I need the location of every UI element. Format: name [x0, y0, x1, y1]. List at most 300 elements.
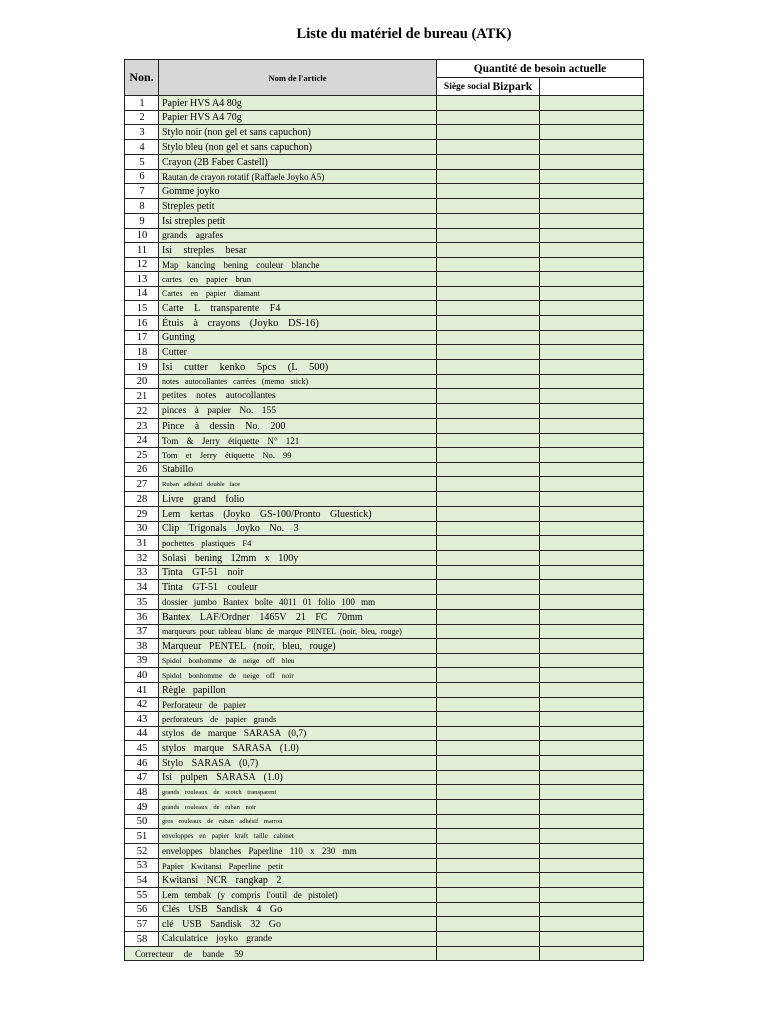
table-row — [124, 522, 644, 536]
row-quantity-cell — [436, 345, 540, 360]
row-number: 36 — [124, 610, 159, 625]
table-row — [124, 375, 644, 389]
row-empty-cell — [539, 287, 644, 301]
table-row — [124, 419, 644, 434]
row-quantity-cell — [436, 258, 540, 272]
row-item-name: cartes en papier brun — [158, 272, 437, 287]
row-empty-cell — [539, 463, 644, 477]
table-row — [124, 331, 644, 345]
row-empty-cell — [539, 140, 644, 155]
row-empty-cell — [539, 683, 644, 698]
row-item-name: Gomme joyko — [158, 184, 437, 199]
row-empty-cell — [539, 815, 644, 829]
table-row — [124, 448, 644, 463]
row-number: 8 — [124, 199, 159, 214]
row-number: 52 — [124, 844, 159, 859]
row-quantity-cell — [436, 639, 540, 654]
row-empty-cell — [539, 947, 644, 961]
row-quantity-cell — [436, 698, 540, 712]
row-number: 3 — [124, 125, 159, 140]
table-row — [124, 272, 644, 287]
row-number: 39 — [124, 654, 159, 668]
row-quantity-cell — [436, 536, 540, 551]
row-item-name: enveloppes blanches Paperline 110 x 230 mm — [158, 844, 437, 859]
row-item-name: Étuis à crayons (Joyko DS-16) — [158, 316, 437, 331]
row-empty-cell — [539, 434, 644, 448]
row-empty-cell — [539, 536, 644, 551]
row-quantity-cell — [436, 566, 540, 580]
row-number: 24 — [124, 434, 159, 448]
table-row — [124, 888, 644, 903]
row-empty-cell — [539, 522, 644, 536]
row-empty-cell — [539, 477, 644, 492]
row-number: 23 — [124, 419, 159, 434]
row-item-name: grands rouleaux de scotch transparent — [158, 785, 437, 800]
row-quantity-cell — [436, 360, 540, 375]
table-row — [124, 639, 644, 654]
table-row — [124, 345, 644, 360]
row-empty-cell — [539, 595, 644, 610]
row-quantity-cell — [436, 111, 540, 125]
row-quantity-cell — [436, 947, 540, 961]
row-quantity-cell — [436, 610, 540, 625]
row-empty-cell — [539, 301, 644, 316]
row-number: 45 — [124, 741, 159, 756]
row-number: 22 — [124, 404, 159, 419]
table-row — [124, 301, 644, 316]
row-number: 27 — [124, 477, 159, 492]
row-item-name: Rautan de crayon rotatif (Raffaele Joyko A5) — [158, 170, 437, 184]
row-item-name: Marqueur PENTEL (noir, bleu, rouge) — [158, 639, 437, 654]
row-quantity-cell — [436, 580, 540, 595]
table-row — [124, 844, 644, 859]
row-item-name: Clés USB Sandisk 4 Go — [158, 903, 437, 917]
row-item-name: Papier Kwitansi Paperline petit — [158, 859, 437, 873]
row-item-name: pochettes plastiques F4 — [158, 536, 437, 551]
row-empty-cell — [539, 492, 644, 507]
row-empty-cell — [539, 389, 644, 404]
row-item-name: Stylo noir (non gel et sans capuchon) — [158, 125, 437, 140]
row-quantity-cell — [436, 829, 540, 844]
row-empty-cell — [539, 829, 644, 844]
row-number: 16 — [124, 316, 159, 331]
table-row — [124, 214, 644, 229]
row-number: 15 — [124, 301, 159, 316]
row-item-name: Stylo bleu (non gel et sans capuchon) — [158, 140, 437, 155]
row-number: 1 — [124, 96, 159, 111]
document-title: Liste du matériel de bureau (ATK) — [296, 26, 512, 42]
row-number: 13 — [124, 272, 159, 287]
row-quantity-cell — [436, 917, 540, 932]
row-item-name: grands rouleaux de ruban noir — [158, 800, 437, 815]
row-quantity-cell — [436, 199, 540, 214]
row-quantity-cell — [436, 140, 540, 155]
row-item-name: Lem kertas (Joyko GS-100/Pronto Gluestick) — [158, 507, 437, 522]
row-item-name: Isi streples petit — [158, 214, 437, 229]
table-row — [124, 815, 644, 829]
row-number: 43 — [124, 712, 159, 727]
table-row — [124, 741, 644, 756]
row-quantity-cell — [436, 170, 540, 184]
row-number: 57 — [124, 917, 159, 932]
row-item-name: clé USB Sandisk 32 Go — [158, 917, 437, 932]
table-row — [124, 903, 644, 917]
row-empty-cell — [539, 184, 644, 199]
table-row — [124, 140, 644, 155]
header-quantity: Quantité de besoin actuelle — [436, 59, 644, 78]
row-empty-cell — [539, 345, 644, 360]
row-number: 58 — [124, 932, 159, 947]
row-number: 41 — [124, 683, 159, 698]
row-empty-cell — [539, 698, 644, 712]
row-quantity-cell — [436, 229, 540, 243]
row-empty-cell — [539, 199, 644, 214]
row-number: 53 — [124, 859, 159, 873]
row-item-name: Tom & Jerry étiquette N° 121 — [158, 434, 437, 448]
row-number: 38 — [124, 639, 159, 654]
row-item-name: Tom et Jerry étiquette No. 99 — [158, 448, 437, 463]
row-number: 18 — [124, 345, 159, 360]
row-quantity-cell — [436, 375, 540, 389]
row-item-name: Streples petit — [158, 199, 437, 214]
row-number: 49 — [124, 800, 159, 815]
row-number: 48 — [124, 785, 159, 800]
table-row — [124, 625, 644, 639]
table-row — [124, 389, 644, 404]
row-item-name: Crayon (2B Faber Castell) — [158, 155, 437, 170]
row-empty-cell — [539, 932, 644, 947]
row-quantity-cell — [436, 434, 540, 448]
row-number: 14 — [124, 287, 159, 301]
row-empty-cell — [539, 903, 644, 917]
row-empty-cell — [539, 625, 644, 639]
table-row — [124, 800, 644, 815]
table-row — [124, 727, 644, 741]
row-number: 55 — [124, 888, 159, 903]
row-quantity-cell — [436, 771, 540, 785]
table-row — [124, 595, 644, 610]
row-empty-cell — [539, 155, 644, 170]
row-item-name: Carte L transparente F4 — [158, 301, 437, 316]
row-empty-cell — [539, 448, 644, 463]
row-number: 30 — [124, 522, 159, 536]
table-row — [124, 434, 644, 448]
row-number: 37 — [124, 625, 159, 639]
row-quantity-cell — [436, 741, 540, 756]
row-item-name: Kwitansi NCR rangkap 2 — [158, 873, 437, 888]
row-quantity-cell — [436, 551, 540, 566]
row-number: 54 — [124, 873, 159, 888]
table-row — [124, 610, 644, 625]
row-empty-cell — [539, 654, 644, 668]
row-empty-cell — [539, 844, 644, 859]
row-empty-cell — [539, 917, 644, 932]
row-quantity-cell — [436, 96, 540, 111]
row-quantity-cell — [436, 683, 540, 698]
row-item-name: Stabillo — [158, 463, 437, 477]
row-item-name: Spidol bonhomme de neige off noir — [158, 668, 437, 683]
row-empty-cell — [539, 375, 644, 389]
row-quantity-cell — [436, 184, 540, 199]
row-item-name: Spidol bonhomme de neige off bleu — [158, 654, 437, 668]
row-item-name: marqueurs pour tableau blanc de marque PENTEL (noir, bleu, rouge) — [158, 625, 437, 639]
row-quantity-cell — [436, 272, 540, 287]
row-item-name: Cartes en papier diamant — [158, 287, 437, 301]
table-row — [124, 756, 644, 771]
row-quantity-cell — [436, 756, 540, 771]
row-quantity-cell — [436, 243, 540, 258]
row-empty-cell — [539, 873, 644, 888]
row-number: 20 — [124, 375, 159, 389]
row-item-name: Papier HVS A4 80g — [158, 96, 437, 111]
row-item-name: perforateurs de papier grands — [158, 712, 437, 727]
row-quantity-cell — [436, 785, 540, 800]
table-row — [124, 551, 644, 566]
supply-table — [124, 59, 644, 959]
row-quantity-cell — [436, 287, 540, 301]
row-empty-cell — [539, 551, 644, 566]
row-number: 26 — [124, 463, 159, 477]
row-quantity-cell — [436, 654, 540, 668]
row-quantity-cell — [436, 125, 540, 140]
row-quantity-cell — [436, 419, 540, 434]
row-number: 44 — [124, 727, 159, 741]
table-row — [124, 932, 644, 947]
table-row — [124, 111, 644, 125]
row-empty-cell — [539, 229, 644, 243]
row-item-name: Correcteur de bande 59 — [124, 947, 437, 961]
row-number: 21 — [124, 389, 159, 404]
row-empty-cell — [539, 258, 644, 272]
row-item-name: Ruban adhésif double face — [158, 477, 437, 492]
row-item-name: Calculatrice joyko grande — [158, 932, 437, 947]
row-number: 33 — [124, 566, 159, 580]
row-empty-cell — [539, 360, 644, 375]
row-empty-cell — [539, 331, 644, 345]
header-item-name: Nom de l'article — [158, 59, 437, 96]
table-row — [124, 668, 644, 683]
header-number: Non. — [124, 59, 159, 96]
row-number: 9 — [124, 214, 159, 229]
row-empty-cell — [539, 610, 644, 625]
table-row — [124, 859, 644, 873]
row-number: 56 — [124, 903, 159, 917]
table-row — [124, 873, 644, 888]
table-row — [124, 698, 644, 712]
row-quantity-cell — [436, 595, 540, 610]
row-item-name: Isi pulpen SARASA (1.0) — [158, 771, 437, 785]
table-row — [124, 947, 644, 961]
row-number: 19 — [124, 360, 159, 375]
row-quantity-cell — [436, 507, 540, 522]
row-quantity-cell — [436, 301, 540, 316]
table-row — [124, 580, 644, 595]
row-item-name: stylos de marque SARASA (0,7) — [158, 727, 437, 741]
row-quantity-cell — [436, 903, 540, 917]
row-empty-cell — [539, 800, 644, 815]
table-row — [124, 155, 644, 170]
row-number: 50 — [124, 815, 159, 829]
row-quantity-cell — [436, 859, 540, 873]
header-site — [436, 77, 540, 96]
row-empty-cell — [539, 580, 644, 595]
row-number: 12 — [124, 258, 159, 272]
row-empty-cell — [539, 888, 644, 903]
row-empty-cell — [539, 111, 644, 125]
row-item-name: grands agrafes — [158, 229, 437, 243]
row-quantity-cell — [436, 155, 540, 170]
table-row — [124, 785, 644, 800]
row-item-name: Isi cutter kenko 5pcs (L 500) — [158, 360, 437, 375]
row-item-name: stylos marque SARASA (1.0) — [158, 741, 437, 756]
row-quantity-cell — [436, 492, 540, 507]
table-row — [124, 360, 644, 375]
row-item-name: Lem tembak (y compris l'outil de pistolet) — [158, 888, 437, 903]
row-item-name: Gunting — [158, 331, 437, 345]
row-number: 40 — [124, 668, 159, 683]
table-row — [124, 463, 644, 477]
header-empty-cell — [539, 77, 644, 96]
row-item-name: petites notes autocollantes — [158, 389, 437, 404]
row-empty-cell — [539, 272, 644, 287]
row-item-name: Papier HVS A4 70g — [158, 111, 437, 125]
table-row — [124, 712, 644, 727]
table-row — [124, 170, 644, 184]
row-empty-cell — [539, 712, 644, 727]
row-empty-cell — [539, 741, 644, 756]
row-quantity-cell — [436, 463, 540, 477]
row-empty-cell — [539, 125, 644, 140]
row-quantity-cell — [436, 712, 540, 727]
row-quantity-cell — [436, 331, 540, 345]
row-quantity-cell — [436, 477, 540, 492]
table-row — [124, 229, 644, 243]
row-quantity-cell — [436, 214, 540, 229]
row-number: 25 — [124, 448, 159, 463]
row-quantity-cell — [436, 932, 540, 947]
row-empty-cell — [539, 170, 644, 184]
row-number: 35 — [124, 595, 159, 610]
row-number: 29 — [124, 507, 159, 522]
row-quantity-cell — [436, 316, 540, 331]
table-row — [124, 404, 644, 419]
row-empty-cell — [539, 771, 644, 785]
row-item-name: Pince à dessin No. 200 — [158, 419, 437, 434]
row-empty-cell — [539, 727, 644, 741]
table-row — [124, 287, 644, 301]
table-row — [124, 477, 644, 492]
table-row — [124, 125, 644, 140]
table-row — [124, 258, 644, 272]
row-quantity-cell — [436, 800, 540, 815]
table-row — [124, 917, 644, 932]
row-empty-cell — [539, 96, 644, 111]
row-empty-cell — [539, 214, 644, 229]
row-quantity-cell — [436, 448, 540, 463]
row-number: 47 — [124, 771, 159, 785]
row-empty-cell — [539, 639, 644, 654]
table-row — [124, 771, 644, 785]
table-row — [124, 566, 644, 580]
row-empty-cell — [539, 419, 644, 434]
row-number: 2 — [124, 111, 159, 125]
table-header — [124, 59, 644, 96]
row-quantity-cell — [436, 873, 540, 888]
row-number: 6 — [124, 170, 159, 184]
row-item-name: Règle papillon — [158, 683, 437, 698]
row-item-name: Map kancing bening couleur blanche — [158, 258, 437, 272]
row-item-name: pinces à papier No. 155 — [158, 404, 437, 419]
table-row — [124, 829, 644, 844]
row-item-name: Tinta GT-51 noir — [158, 566, 437, 580]
row-quantity-cell — [436, 389, 540, 404]
table-row — [124, 316, 644, 331]
row-item-name: Solasi bening 12mm x 100y — [158, 551, 437, 566]
row-item-name: enveloppes en papier kraft taille cabinet — [158, 829, 437, 844]
row-number: 51 — [124, 829, 159, 844]
row-quantity-cell — [436, 727, 540, 741]
row-empty-cell — [539, 404, 644, 419]
row-item-name: Tinta GT-51 couleur — [158, 580, 437, 595]
row-item-name: Stylo SARASA (0,7) — [158, 756, 437, 771]
row-item-name: gros rouleaux de ruban adhésif marron — [158, 815, 437, 829]
row-empty-cell — [539, 859, 644, 873]
row-quantity-cell — [436, 815, 540, 829]
row-number: 42 — [124, 698, 159, 712]
row-number: 34 — [124, 580, 159, 595]
row-empty-cell — [539, 566, 644, 580]
table-row — [124, 683, 644, 698]
row-number: 4 — [124, 140, 159, 155]
row-item-name: Bantex LAF/Ordner 1465V 21 FC 70mm — [158, 610, 437, 625]
row-empty-cell — [539, 507, 644, 522]
table-row — [124, 536, 644, 551]
row-number: 17 — [124, 331, 159, 345]
row-item-name: Isi streples besar — [158, 243, 437, 258]
row-empty-cell — [539, 785, 644, 800]
row-empty-cell — [539, 316, 644, 331]
row-empty-cell — [539, 668, 644, 683]
row-empty-cell — [539, 243, 644, 258]
header-site-name: Bizpark — [492, 80, 533, 93]
row-quantity-cell — [436, 522, 540, 536]
table-row — [124, 184, 644, 199]
row-quantity-cell — [436, 668, 540, 683]
row-number: 5 — [124, 155, 159, 170]
row-item-name: Livre grand folio — [158, 492, 437, 507]
row-quantity-cell — [436, 625, 540, 639]
table-row — [124, 96, 644, 111]
row-number: 7 — [124, 184, 159, 199]
row-number: 28 — [124, 492, 159, 507]
row-item-name: Cutter — [158, 345, 437, 360]
row-quantity-cell — [436, 404, 540, 419]
row-item-name: Clip Trigonals Joyko No. 3 — [158, 522, 437, 536]
table-row — [124, 492, 644, 507]
table-row — [124, 507, 644, 522]
row-number: 46 — [124, 756, 159, 771]
row-number: 10 — [124, 229, 159, 243]
row-number: 31 — [124, 536, 159, 551]
row-quantity-cell — [436, 888, 540, 903]
row-item-name: Perforateur de papier — [158, 698, 437, 712]
table-row — [124, 243, 644, 258]
row-quantity-cell — [436, 844, 540, 859]
row-number: 11 — [124, 243, 159, 258]
table-row — [124, 654, 644, 668]
header-site-prefix: Siège social — [443, 81, 491, 92]
row-item-name: dossier jumbo Bantex boîte 4011 01 folio 100 mm — [158, 595, 437, 610]
